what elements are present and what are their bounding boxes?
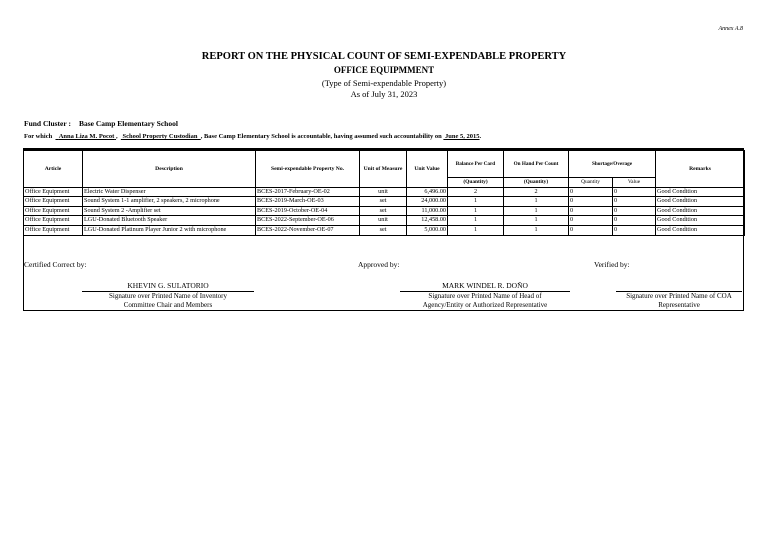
cell-unit: unit <box>360 216 407 226</box>
cell-description: LGU-Donated Bluetooth Speaker <box>83 216 256 226</box>
cell-unit-value: 12,458.00 <box>407 216 448 226</box>
cell-unit: set <box>360 197 407 207</box>
cell-property-no: BCES-2019-March-OE-03 <box>256 197 360 207</box>
cell-shortage-value: 0 <box>613 225 656 235</box>
cell-article: Office Equipment <box>24 187 83 197</box>
cell-shortage-qty: 0 <box>569 225 613 235</box>
verified-signature-caption <box>600 292 758 310</box>
accountable-officer-position: School Property Custodian <box>122 133 198 140</box>
header-property-no: Semi-expendable Property No. <box>256 151 360 188</box>
cell-unit-value: 5,000.00 <box>407 225 448 235</box>
cell-shortage-qty: 0 <box>569 197 613 207</box>
cell-shortage-value: 0 <box>613 206 656 216</box>
cell-onhand: 1 <box>504 197 569 207</box>
header-shortage-overage: Shortage/Overage <box>569 151 656 178</box>
certified-caption-line1: Signature over Printed Name of Inventory <box>109 292 227 300</box>
header-description: Description <box>83 151 256 188</box>
for-which-prefix: For which <box>24 133 53 140</box>
cell-article: Office Equipment <box>24 225 83 235</box>
approved-by-label: Approved by: <box>358 260 400 269</box>
cell-property-no: BCES-2022-September-OE-06 <box>256 216 360 226</box>
cell-property-no: BCES-2019-October-OE-04 <box>256 206 360 216</box>
approved-caption-line1: Signature over Printed Name of Head of <box>428 292 542 300</box>
cell-article: Office Equipment <box>24 197 83 207</box>
certified-correct-label: Certified Correct by: <box>24 260 87 269</box>
fund-cluster <box>24 119 178 128</box>
cell-description: Sound System 1-1 amplifier, 2 speakers, 2 microphone <box>83 197 256 207</box>
header-balance-per-card: Balance Per Card <box>448 151 504 178</box>
for-which-end: . <box>479 133 482 140</box>
cell-shortage-qty: 0 <box>569 216 613 226</box>
cell-shortage-qty: 0 <box>569 187 613 197</box>
cell-remarks: Good Condition <box>656 187 745 197</box>
approved-signatory-name: MARK WINDEL R. DOÑO <box>442 281 528 290</box>
subheader-shortage-quantity: Quantity <box>569 178 613 188</box>
subheader-shortage-value: Value <box>613 178 656 188</box>
as-of-date: As of July 31, 2023 <box>350 89 418 99</box>
cell-balance: 1 <box>448 206 504 216</box>
cell-article: Office Equipment <box>24 206 83 216</box>
approved-signature-caption <box>380 292 590 310</box>
approved-caption-line2: Agency/Entity or Authorized Representative <box>422 301 548 309</box>
cell-onhand: 2 <box>504 187 569 197</box>
header-on-hand-per-count: On Hand Per Count <box>504 151 569 178</box>
table-row <box>24 216 745 226</box>
table-row <box>24 187 745 197</box>
cell-shortage-value: 0 <box>613 187 656 197</box>
cell-balance: 1 <box>448 216 504 226</box>
certified-caption-line2: Committee Chair and Members <box>123 301 213 309</box>
cell-onhand: 1 <box>504 225 569 235</box>
cell-shortage-qty: 0 <box>569 206 613 216</box>
annex-label: Annex A.8 <box>718 26 743 32</box>
subheader-onhand-quantity: (Quantity) <box>504 178 569 188</box>
certified-signatory-name: KHEVIN G. SULATORIO <box>127 281 209 290</box>
cell-unit-value: 24,000.00 <box>407 197 448 207</box>
header-unit-of-measure: Unit of Measure <box>360 151 407 188</box>
cell-shortage-value: 0 <box>613 216 656 226</box>
report-title: REPORT ON THE PHYSICAL COUNT OF SEMI-EXPENDABLE PROPERTY <box>201 51 567 62</box>
cell-unit-value: 11,000.00 <box>407 206 448 216</box>
table-row <box>24 206 745 216</box>
fund-cluster-value: Base Camp Elementary School <box>78 119 178 128</box>
cell-property-no: BCES-2022-November-OE-07 <box>256 225 360 235</box>
header-article: Article <box>24 151 83 188</box>
report-subtitle: OFFICE EQUIPMMENT <box>333 65 435 75</box>
subheader-balance-quantity: (Quantity) <box>448 178 504 188</box>
cell-article: Office Equipment <box>24 216 83 226</box>
property-type-line: (Type of Semi-expendable Property) <box>321 78 447 88</box>
cell-unit: set <box>360 206 407 216</box>
for-which-middle: , Base Camp Elementary School is accountable, having assumed such accountability on <box>200 133 442 140</box>
table-row <box>24 225 745 235</box>
header-unit-value: Unit Value <box>407 151 448 188</box>
accountability-date: June 5, 2015 <box>445 133 480 140</box>
cell-unit: unit <box>360 187 407 197</box>
header-remarks: Remarks <box>656 151 745 188</box>
cell-remarks: Good Condition <box>656 225 745 235</box>
cell-unit-value: 6,496.00 <box>407 187 448 197</box>
cell-description: Electric Water Dispenser <box>83 187 256 197</box>
cell-description: LGU-Donated Platinum Player Junior 2 with microphone <box>83 225 256 235</box>
cell-balance: 2 <box>448 187 504 197</box>
accountable-officer-name: Anna Liza M. Pocot <box>58 133 115 140</box>
cell-remarks: Good Condition <box>656 206 745 216</box>
verified-by-label: Verified by: <box>594 260 630 269</box>
cell-balance: 1 <box>448 225 504 235</box>
verified-caption-line2: Representative <box>658 301 700 309</box>
cell-remarks: Good Condition <box>656 197 745 207</box>
table-row <box>24 197 745 207</box>
for-which-separator: , <box>115 133 118 140</box>
cell-remarks: Good Condition <box>656 216 745 226</box>
inventory-table <box>23 150 745 236</box>
cell-description: Sound System 2 -Amplifier set <box>83 206 256 216</box>
cell-property-no: BCES-2017-February-OE-02 <box>256 187 360 197</box>
fund-cluster-label: Fund Cluster : <box>24 119 71 128</box>
cell-onhand: 1 <box>504 216 569 226</box>
accountability-statement <box>24 133 481 140</box>
verified-caption-line1: Signature over Printed Name of COA <box>626 292 732 300</box>
cell-unit: set <box>360 225 407 235</box>
cell-balance: 1 <box>448 197 504 207</box>
cell-shortage-value: 0 <box>613 197 656 207</box>
table-header-row <box>24 151 745 178</box>
certified-signature-caption <box>62 292 274 310</box>
cell-onhand: 1 <box>504 206 569 216</box>
